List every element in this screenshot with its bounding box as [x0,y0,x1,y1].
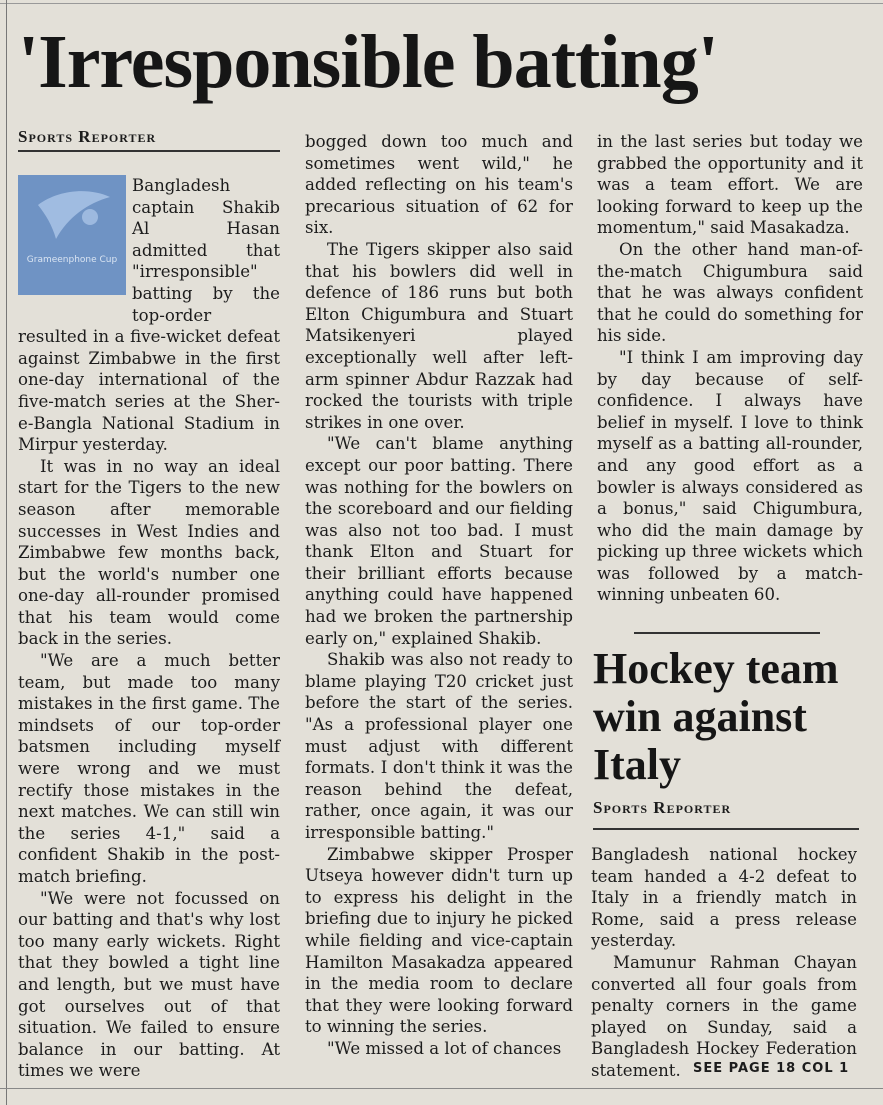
paragraph: "I think I am improving day by day because of self-confidence. I always have belief in myself. I love to think myself as a batting all-rounder, and any good effort as a bowler is always considered as a bonus," said Chigumbura, who did the main damage by picking up three wickets which was followed by a match-winning unbeaten 60. [597,347,863,605]
paragraph: "We can't blame anything except our poor batting. There was nothing for the bowlers on the scoreboard and our fielding was also not too bad. I must thank Elton and Stuart for their brilliant efforts because anything could have happened had we broken the partnership early on," explained Shakib. [305,434,573,648]
paragraph: Shakib was also not ready to blame playing T20 cricket just before the start of the series. "As a professional player one must adjust with different formats. I don't think it was the reason behind the defeat, rather, once again, it was our irresponsible batting." [305,650,573,842]
paragraph: It was in no way an ideal start for the Tigers to the new season after memorable successes in West Indies and Zimbabwe few months back, but the world's number one one-day all-rounder promised that his team would come back in the series. [18,456,280,649]
article-column-2 [305,131,573,1060]
story-divider [634,632,820,634]
paragraph: Zimbabwe skipper Prosper Utseya however didn't turn up to express his delight in the briefing due to injury he picked while fielding and vice-captain Hamilton Masakadza appeared in the media room to declare that they were looking forward to winning the series. [305,844,573,1037]
paragraph: The Tigers skipper also said that his bowlers did well in defence of 186 runs but both Elton Chigumbura and Stuart Matsikenyeri played exceptionally well after left-arm spinner Abdur Razzak had rocked the tourists with triple strikes in one over. [305,239,573,432]
bottom-rule [0,1088,883,1089]
paragraph: bogged down too much and sometimes went wild," he added reflecting on his team's precarious situation of 62 for six. [305,132,573,238]
top-rule [0,3,883,4]
hockey-byline: Sports Reporter [593,798,732,817]
column-rule [6,0,7,1105]
hockey-headline: Hockey team win against Italy [593,644,839,789]
hockey-article [591,844,857,1082]
main-byline: Sports Reporter [18,127,157,146]
byline-underline [593,828,859,830]
paragraph: "We missed a lot of chances [327,1038,562,1058]
logo-caption: Grameenphone Cup [26,255,118,265]
article-column-1 [18,175,280,1082]
paragraph: "We are a much better team, but made too many mistakes in the first game. The mindsets of our top-order batsmen including myself were wrong and we must rectify those mistakes in the next matches. We can still win the series 4-1," said a confident Shakib in the post-match briefing. [18,651,280,886]
paragraph: Bangladesh national hockey team handed a 4-2 defeat to Italy in a friendly match in Rome, said a press release yesterday. [591,845,857,951]
continued-reference: SEE PAGE 18 COL 1 [693,1061,850,1076]
byline-underline [18,150,280,152]
article-column-3 [597,131,863,606]
paragraph: Mamunur Rahman Chayan converted all four goals from penalty corners in the game played on Sunday, said a Bangladesh Hockey Federation statement. [591,952,857,1080]
main-headline: 'Irresponsible batting' [18,20,718,104]
paragraph: in the last series but today we grabbed the opportunity and it was a team effort. We are looking forward to keep up the momentum," said Masakadza. [597,132,863,238]
paragraph: Bangladesh captain Shakib Al Hasan admitted that "irresponsible" batting by the top-order resulted in a five-wicket defeat against Zimbabwe in the first one-day international of the five-match series at the Sher-e-Bangla National Stadium in Mirpur yesterday. [18,176,280,455]
paragraph: On the other hand man-of-the-match Chigumbura said that he was always confident that he could do something for his side. [597,239,863,346]
paragraph: "We were not focussed on our batting and that's why lost too many early wickets. Right that they bowled a tight line and length, but we must have got ourselves out of that situation. We failed to ensure balance in our batting. At times we were [18,888,280,1081]
